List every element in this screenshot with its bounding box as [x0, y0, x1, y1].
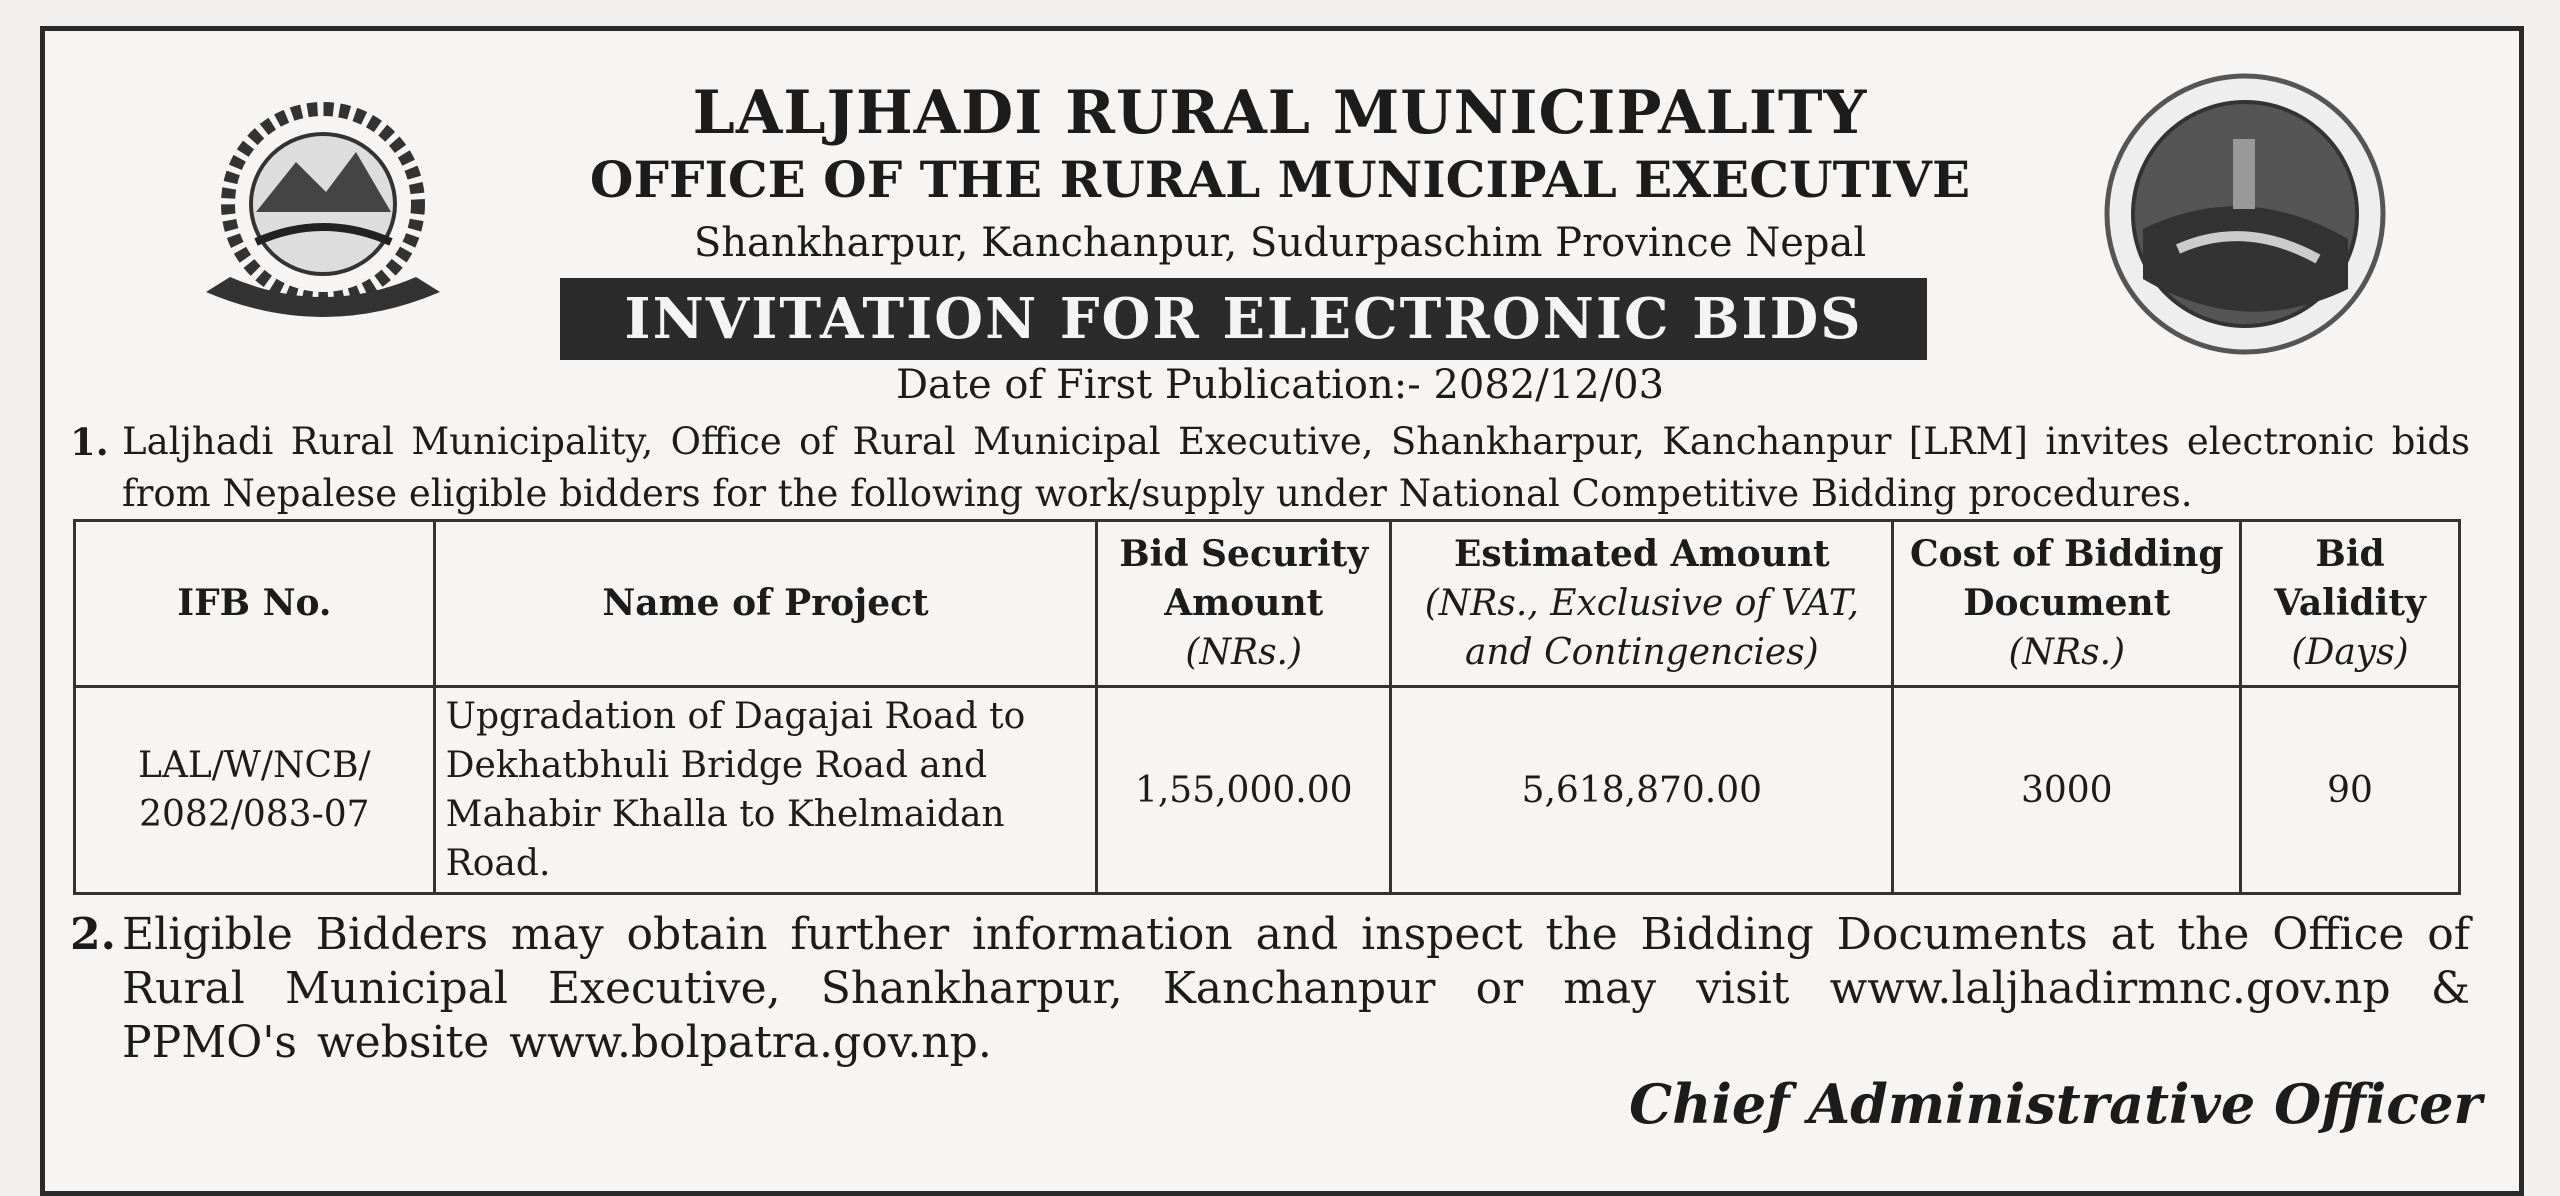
header-sub: (Days): [2291, 632, 2409, 673]
paragraph-number: 1.: [70, 420, 109, 464]
header-label: Bid Security Amount: [1119, 533, 1369, 624]
cell-bid-security: 1,55,000.00: [1097, 687, 1391, 894]
header-label: Estimated Amount: [1453, 533, 1830, 575]
paragraph-2: [70, 908, 2470, 1070]
office-title: OFFICE OF THE RURAL MUNICIPAL EXECUTIVE: [589, 150, 1971, 209]
header-label: IFB No.: [177, 582, 332, 624]
table-row: [75, 687, 2460, 894]
municipality-title: LALJHADI RURAL MUNICIPALITY: [692, 78, 1868, 148]
paragraph-1: [70, 416, 2470, 520]
header-validity: [2241, 521, 2460, 687]
cell-estimated: 5,618,870.00: [1391, 687, 1893, 894]
header-label: Cost of Bidding Document: [1909, 533, 2224, 624]
notice-banner: INVITATION FOR ELECTRONIC BIDS: [560, 278, 1927, 360]
header-estimated: [1391, 521, 1893, 687]
header-sub: (NRs.): [1185, 632, 1303, 673]
header-label: Name of Project: [602, 582, 929, 624]
table-header-row: [75, 521, 2460, 687]
header-label: Bid Validity: [2274, 533, 2426, 624]
paragraph-text: Eligible Bidders may obtain further information and inspect the Bidding Documents at the Office of Rural Municipal Executive, Shankharpur, Kanchanpur or may visit www.laljhadirmnc.gov.np & PPMO's website www.bolpatra.gov.np.: [122, 909, 2470, 1068]
header-doc-cost: [1893, 521, 2241, 687]
cell-ifb: LAL/W/NCB/ 2082/083-07: [75, 687, 435, 894]
cell-validity: 90: [2241, 687, 2460, 894]
signature-title: Chief Administrative Officer: [1629, 1072, 2482, 1136]
cell-doc-cost: 3000: [1893, 687, 2241, 894]
publication-date: Date of First Publication:- 2082/12/03: [895, 362, 1665, 408]
bid-table: [73, 519, 2461, 895]
header-project: [434, 521, 1097, 687]
header-sub: (NRs.): [2008, 632, 2126, 673]
header-ifb: [75, 521, 435, 687]
address: Shankharpur, Kanchanpur, Sudurpaschim Province Nepal: [693, 220, 1867, 266]
paragraph-number: 2.: [70, 909, 116, 960]
header-sub: (NRs., Exclusive of VAT, and Contingencies): [1424, 583, 1859, 673]
paragraph-text: Laljhadi Rural Municipality, Office of Rural Municipal Executive, Shankharpur, Kanchanpur [LRM] invites electronic bids from Nepalese eligible bidders for the following work/supply under National Competitive Bidding procedures.: [122, 420, 2470, 515]
header-bid-security: [1097, 521, 1391, 687]
cell-project: Upgradation of Dagajai Road to Dekhatbhuli Bridge Road and Mahabir Khalla to Khelmaidan Road.: [434, 687, 1097, 894]
